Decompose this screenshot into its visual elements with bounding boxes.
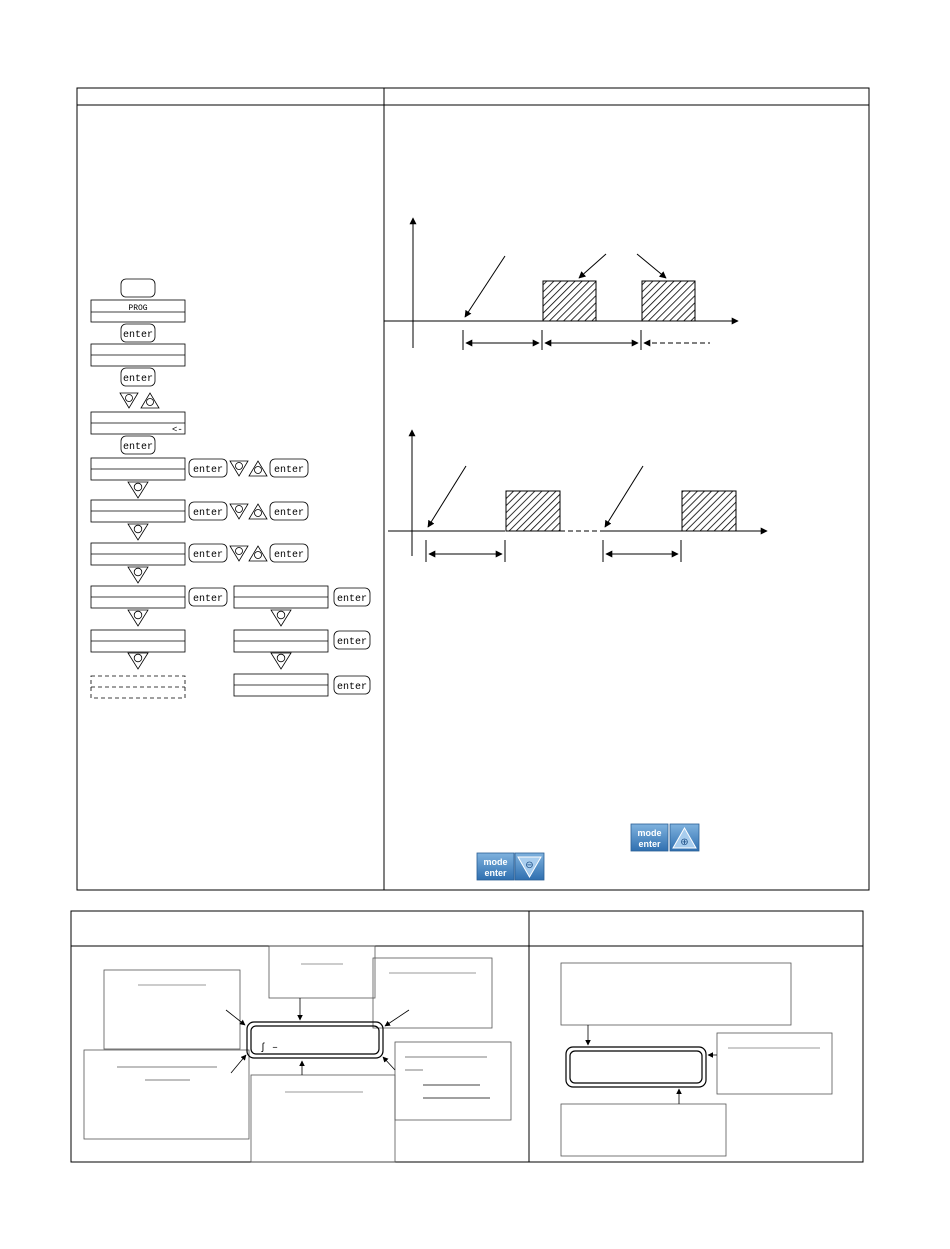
timing-diagram-2: [388, 430, 767, 562]
down-up-keys[interactable]: [230, 504, 267, 519]
down-key[interactable]: [271, 610, 291, 626]
down-key[interactable]: [128, 567, 148, 583]
blank-key[interactable]: [121, 279, 155, 297]
down-key[interactable]: [271, 653, 291, 669]
lcd-display: [566, 1047, 706, 1087]
enter-key-label[interactable]: enter: [273, 550, 305, 561]
callout-box: [717, 1033, 832, 1094]
mode-enter-key[interactable]: [477, 853, 514, 880]
mode-key-top: mode: [483, 857, 508, 867]
enter-key-label[interactable]: enter: [192, 594, 224, 605]
procedure-flow: [91, 279, 370, 698]
mode-key-top: mode: [637, 828, 662, 838]
pulse-block: [682, 491, 736, 531]
cursor-text: <-: [172, 425, 183, 435]
enter-key-label[interactable]: enter: [192, 550, 224, 561]
callout-box: [84, 1050, 249, 1139]
callout-box: [104, 970, 240, 1049]
down-up-keys[interactable]: [120, 393, 159, 408]
enter-key-label[interactable]: enter: [122, 330, 154, 341]
top-table: [77, 88, 869, 890]
pulse-block: [642, 281, 695, 321]
prog-display-text: PROG: [128, 304, 148, 313]
callout-box: [561, 1104, 726, 1156]
enter-key-label[interactable]: enter: [192, 508, 224, 519]
up-key-symbol: ⊕: [680, 838, 689, 849]
callout-box: [561, 963, 791, 1025]
callout-box: [395, 1042, 511, 1120]
enter-key-label[interactable]: enter: [122, 374, 154, 385]
mode-key-bottom: enter: [484, 868, 507, 878]
display-annotation-left: [84, 946, 511, 1162]
enter-key-label[interactable]: enter: [192, 465, 224, 476]
down-key[interactable]: [128, 653, 148, 669]
timing-diagram-1: [384, 218, 738, 350]
enter-key-label[interactable]: enter: [336, 594, 368, 605]
enter-key-label[interactable]: enter: [273, 508, 305, 519]
down-key[interactable]: [128, 610, 148, 626]
down-key-symbol: ⊖: [525, 861, 534, 872]
callout-box: [269, 946, 375, 998]
enter-key-label[interactable]: enter: [336, 682, 368, 693]
down-key[interactable]: [128, 524, 148, 540]
lcd-display-text: ʃ –: [260, 1043, 279, 1054]
pulse-block: [506, 491, 560, 531]
down-key-blue[interactable]: [515, 853, 544, 880]
enter-key-label[interactable]: enter: [273, 465, 305, 476]
enter-key-label[interactable]: enter: [122, 442, 154, 453]
down-up-keys[interactable]: [230, 461, 267, 476]
bottom-table: [71, 911, 863, 1162]
pulse-block: [543, 281, 596, 321]
mode-key-bottom: enter: [638, 839, 661, 849]
mode-enter-key[interactable]: [631, 824, 668, 851]
enter-key-labels: [123, 330, 367, 693]
callout-box: [373, 958, 492, 1028]
display-annotation-right: [561, 963, 832, 1156]
down-key[interactable]: [128, 482, 148, 498]
enter-key-label[interactable]: enter: [336, 637, 368, 648]
callout-box: [251, 1075, 395, 1162]
up-key-blue[interactable]: [670, 824, 699, 851]
down-up-keys[interactable]: [230, 546, 267, 561]
